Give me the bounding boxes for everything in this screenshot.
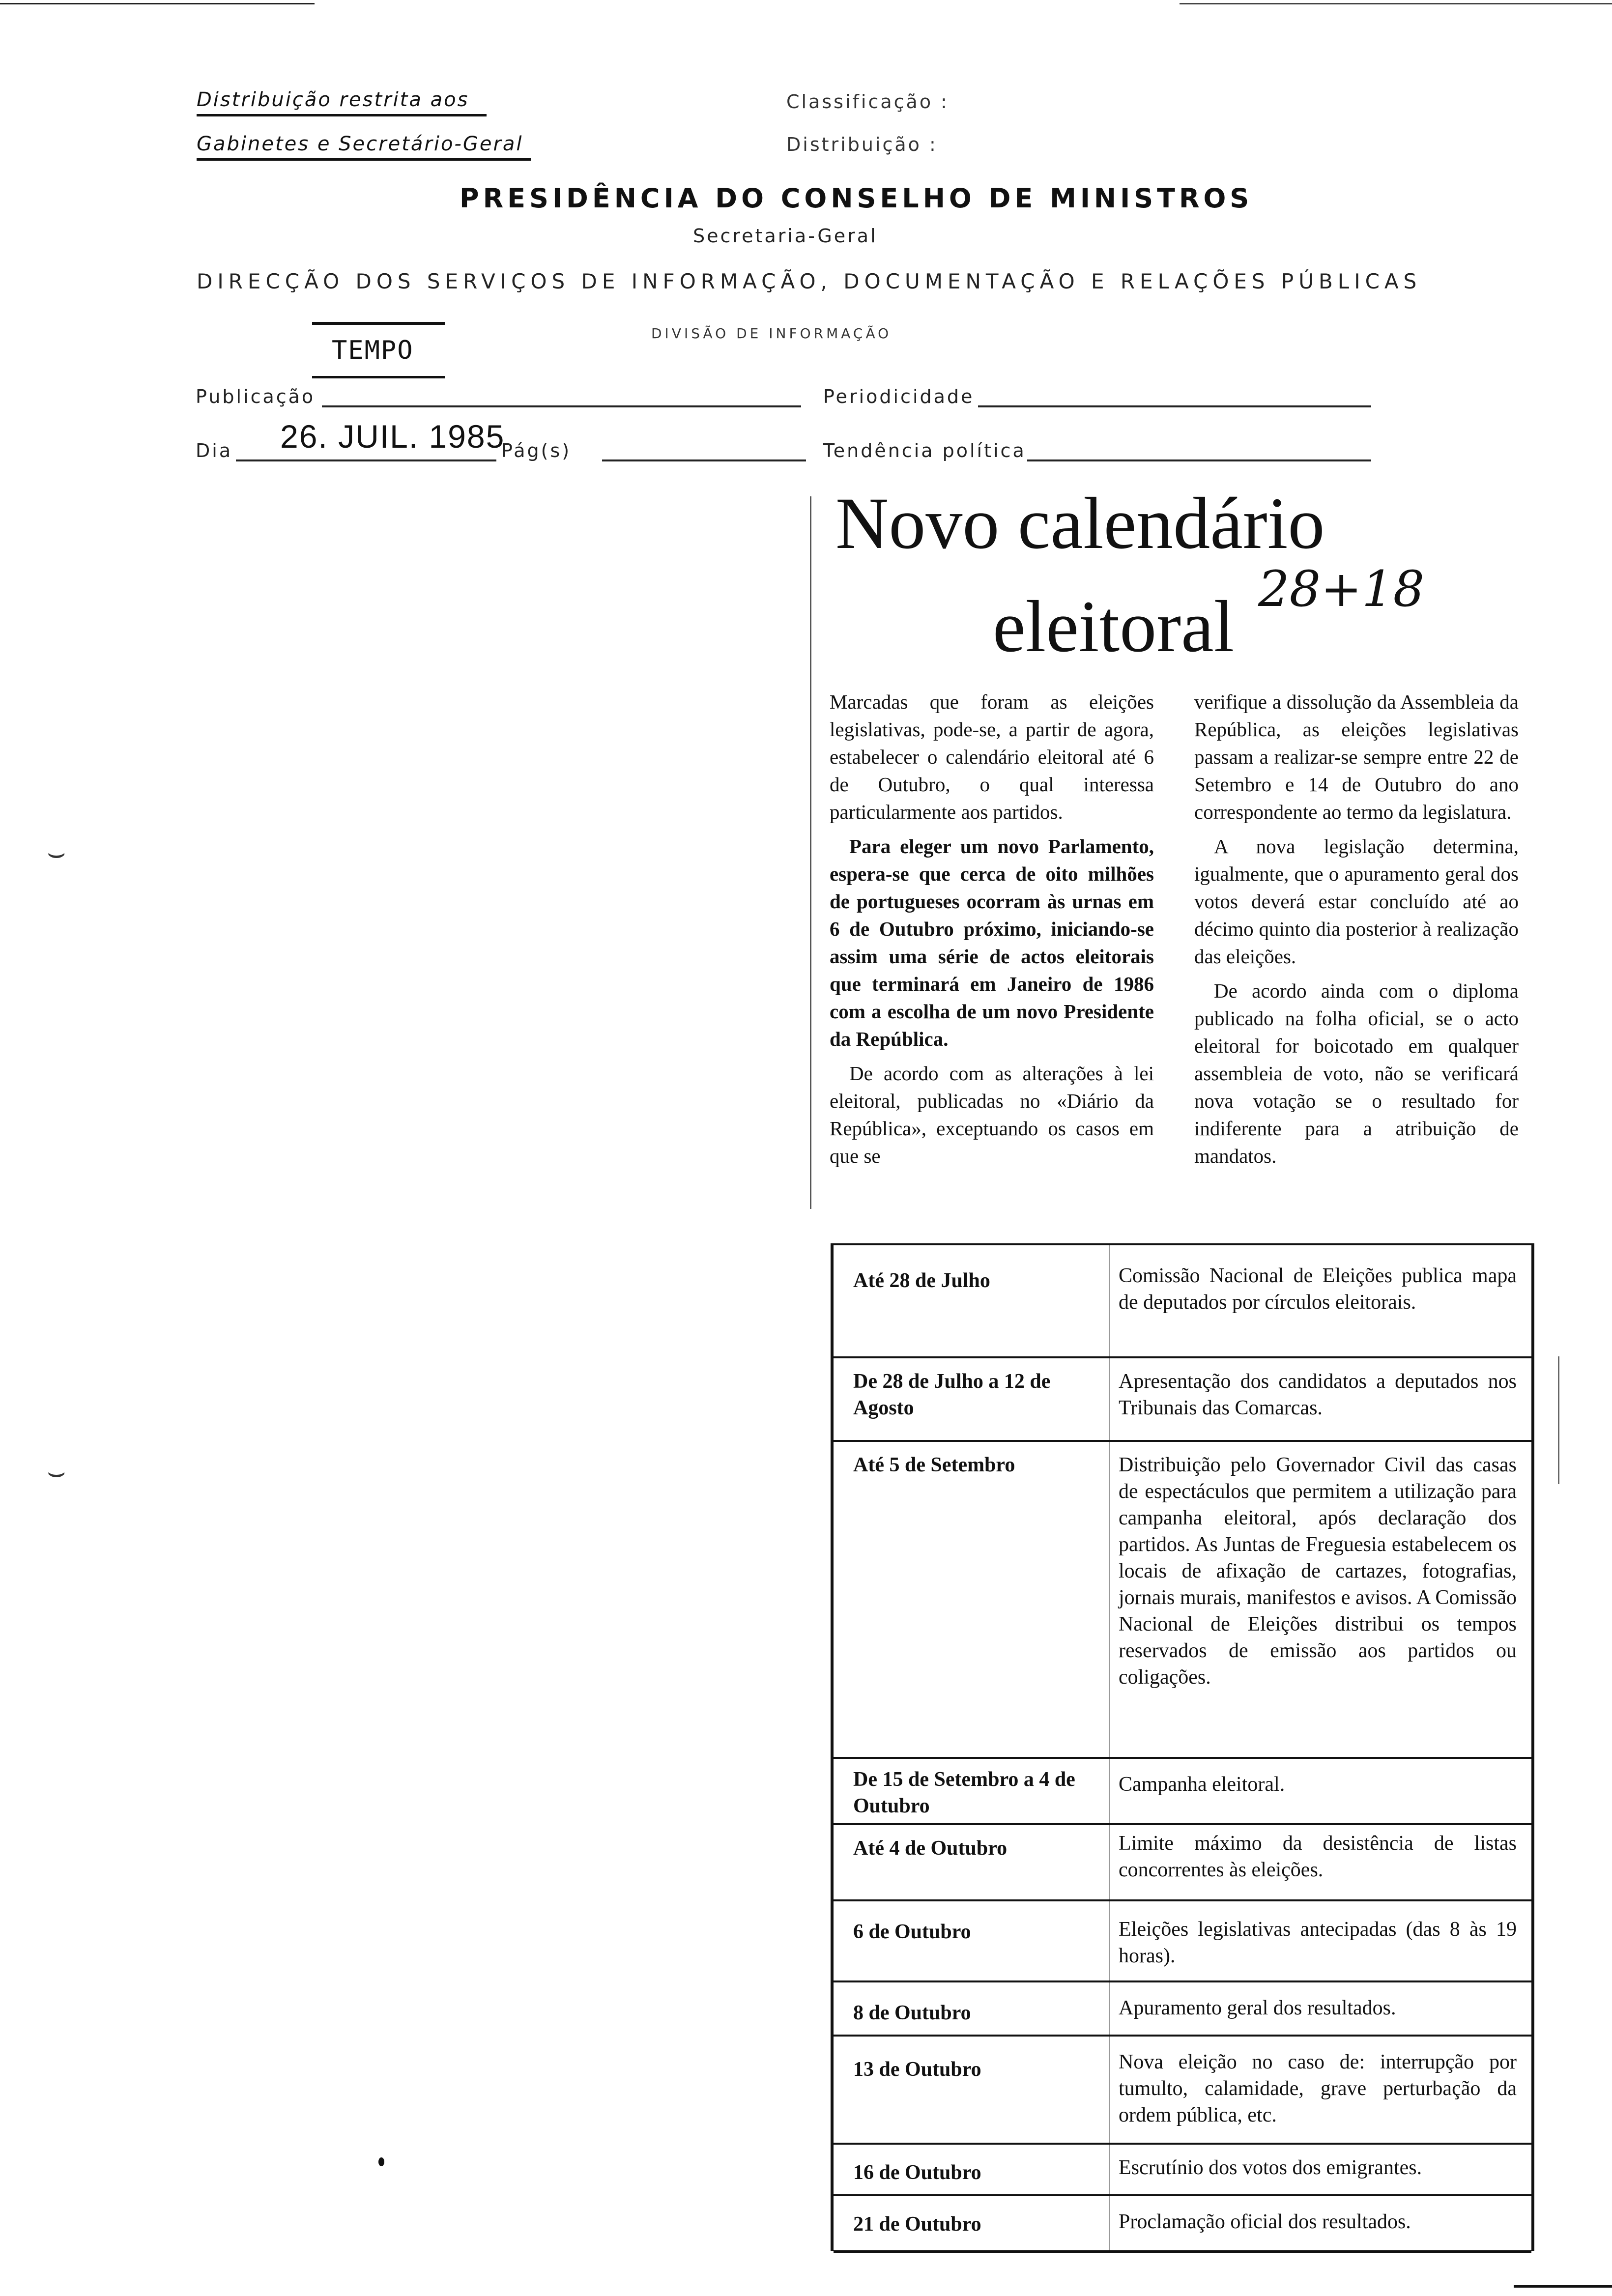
pags-label: Pág(s) [501,440,572,461]
col2-paragraph: A nova legislação determina, igualmente, que o apuramento geral dos votos deverá estar concluído até ao décimo quinto dia posterior à realização das eleições. [1194,835,1519,968]
secretaria-geral: Secretaria-Geral [693,225,878,247]
tendencia-line [1027,459,1371,461]
timeline-row [834,1440,1531,1747]
timeline-event: Distribuição pelo Governador Civil das casas de espectáculos que permitem a utilização para campanha eleitoral, após declaração dos partidos. As Juntas de Freguesia estabelecem os locais de afixação de cartazes, fotografias, jornais murais, manifestos e avisos. A Comissão Nacional de Eleições distribui os tempos reservados de emissão aos partidos ou coligações. [1119,1454,1517,1689]
dia-label: Dia [196,440,233,461]
timeline-date: 16 de Outubro [853,2161,981,2184]
handwritten-note: 28+18 [1258,560,1425,618]
top-edge-line [0,3,315,4]
tendencia-label: Tendência política [823,440,1026,461]
timeline-date: 8 de Outubro [853,2002,971,2024]
headline-line-1: Novo calendário [835,483,1325,564]
stamp-bottom-rule [312,376,445,378]
timeline-date: Até 4 de Outubro [853,1837,1008,1860]
restricted-line-2: Gabinetes e Secretário-Geral [197,133,531,161]
right-edge-mark [1558,1356,1559,1484]
publicacao-line [322,405,801,407]
timeline-event: Eleições legislativas antecipadas (das 8 às 19 horas). [1119,1918,1517,1967]
stamp-text: TEMPO [332,336,414,365]
timeline-date: 6 de Outubro [853,1921,971,1943]
timeline-row [834,1356,1531,1437]
stray-dot [378,2157,384,2166]
classificacao-label: Classificação : [786,91,949,113]
col2-paragraph: De acordo ainda com o diploma publicado na folha oficial, se o acto eleitoral for boicotado em qualquer assembleia de voto, não se verificará nova votação se o resultado for indiferente para a atribuição de mandatos. [1194,979,1519,1167]
headline-line-2: eleitoral [993,586,1235,667]
timeline-row [834,1757,1531,1823]
timeline-row [834,1980,1531,2041]
periodicidade-line [978,405,1371,407]
election-timeline [831,1243,1534,2251]
timeline-event: Campanha eleitoral. [1119,1773,1285,1796]
timeline-event: Apuramento geral dos resultados. [1119,1997,1396,2019]
timeline-row [834,1899,1531,1975]
publication-stamp [307,322,450,383]
timeline-date: 21 de Outubro [853,2213,981,2236]
publicacao-label: Publicação [196,386,316,407]
timeline-event: Comissão Nacional de Eleições publica mapa de deputados por círculos eleitorais. [1119,1264,1517,1314]
timeline-date: De 28 de Julho a 12 de Agosto [853,1370,1051,1419]
divisao-informacao: DIVISÃO DE INFORMAÇÃO [651,325,892,342]
col1-paragraph: De acordo com as alterações à lei eleitoral, publicadas no «Diário da República», exceptuando os casos em que se [830,1062,1154,1167]
direccao-servicos: DIRECÇÃO DOS SERVIÇOS DE INFORMAÇÃO, DOCUMENTAÇÃO E RELAÇÕES PÚBLICAS [197,269,1422,293]
timeline-event: Apresentação dos candidatos a deputados nos Tribunais das Comarcas. [1119,1370,1517,1419]
top-edge-line-right [1180,3,1612,4]
pags-line [602,459,806,461]
presidencia-title: PRESIDÊNCIA DO CONSELHO DE MINISTROS [460,183,1253,214]
col2-paragraph: verifique a dissolução da Assembleia da República, as eleições legislativas passam a realizar-se sempre entre 22 de Setembro e 14 de Outubro do ano correspondente ao termo da legislatura. [1194,690,1519,823]
timeline-row [834,2194,1531,2253]
timeline-row [834,1243,1531,1349]
article-column-1 [830,688,1154,1177]
margin-mark: ⌣ [47,1455,66,1489]
article-left-rule [810,496,811,1209]
timeline-event: Proclamação oficial dos resultados. [1119,2210,1411,2233]
col1-paragraph: Para eleger um novo Parlamento, espera-se que cerca de oito milhões de portugueses ocorram às urnas em 6 de Outubro próximo, iniciando-se assim uma série de actos eleitorais que terminará em Janeiro de 1986 com a escolha de um novo Presidente da República. [830,835,1154,1050]
margin-mark: ⌣ [47,835,66,870]
timeline-date: 13 de Outubro [853,2058,981,2081]
timeline-date: Até 5 de Setembro [853,1454,1015,1476]
stamp-top-rule [312,322,445,325]
periodicidade-label: Periodicidade [823,386,975,407]
timeline-event: Escrutínio dos votos dos emigrantes. [1119,2156,1422,2179]
timeline-row [834,1823,1531,1899]
restricted-line-1: Distribuição restrita aos [197,88,487,116]
bottom-edge-line [1514,2285,1612,2288]
dia-value: 26. JUIL. 1985 [280,418,505,455]
timeline-row [834,2035,1531,2130]
col1-paragraph: Marcadas que foram as eleições legislativas, pode-se, a partir de agora, estabelecer o calendário eleitoral até 6 de Outubro, o qual interessa particularmente aos partidos. [830,690,1154,823]
distribuicao-label: Distribuição : [786,134,938,155]
article-column-2 [1194,688,1519,1177]
timeline-date: De 15 de Setembro a 4 de Outubro [853,1768,1075,1817]
timeline-row [834,2143,1531,2199]
timeline-date: Até 28 de Julho [853,1269,990,1292]
dia-line [236,459,496,461]
timeline-event: Limite máximo da desistência de listas concorrentes às eleições. [1119,1832,1517,1881]
timeline-event: Nova eleição no caso de: interrupção por tumulto, calamidade, grave perturbação da ordem pública, etc. [1119,2051,1517,2126]
